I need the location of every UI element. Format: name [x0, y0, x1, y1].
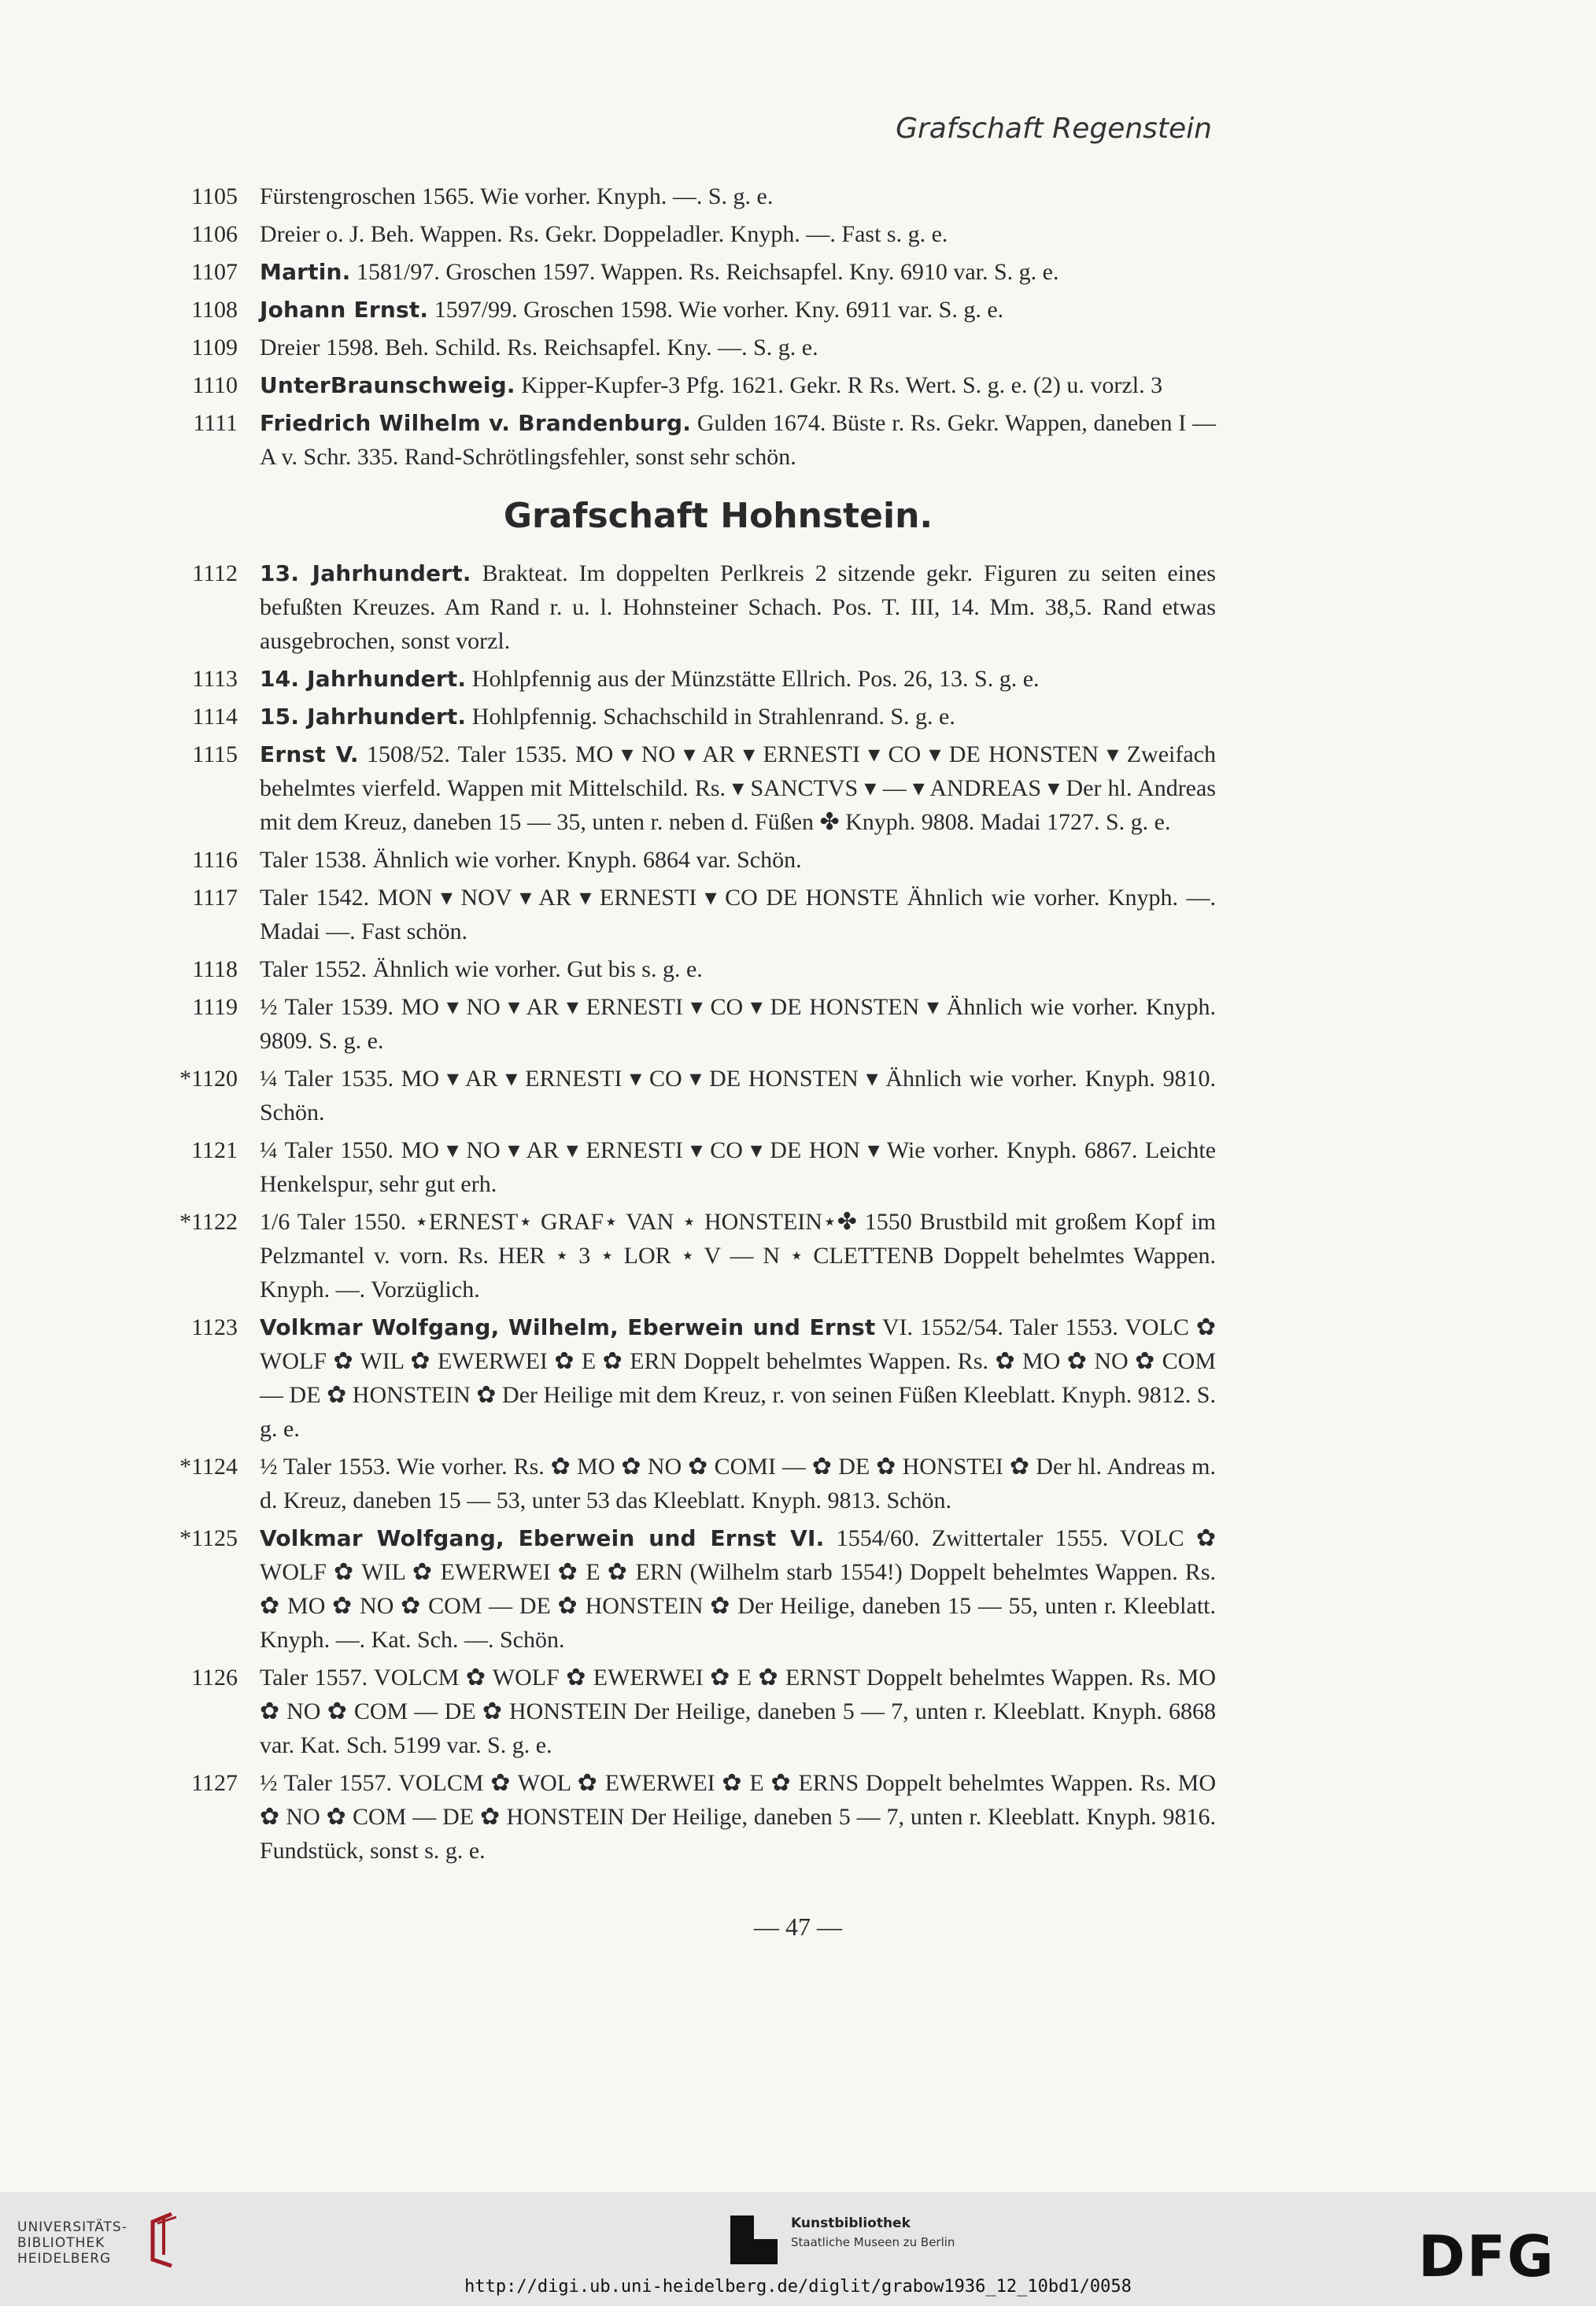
entry-text [260, 1521, 1216, 1657]
entry-description: 1508/52. Taler 1535. MO ▾ NO ▾ AR ▾ ERNESTI ▾ CO ▾ DE HONSTEN ▾ Zweifach behelmtes vierfeld. Wappen mit Mittelschild. Rs. ▾ SANCTVS ▾ — ▾ ANDREAS ▾ Der hl. Andreas mit dem Kreuz, daneben 15 — 35, unten r. neben d. Füßen ✤ Knyph. 9808. Madai 1727. S. g. e. [260, 741, 1216, 835]
entry-number: 1113 [192, 666, 238, 692]
entry-number: 1112 [192, 560, 238, 586]
entry-number: 1106 [191, 221, 238, 247]
entry-ruler-name: UnterBraunschweig. [260, 372, 515, 398]
entry-number: 1116 [192, 847, 238, 873]
section-title: Grafschaft Hohnstein. [503, 496, 933, 536]
entry-text [260, 1062, 1216, 1129]
entry-number: 1109 [191, 334, 238, 360]
entry-description: Taler 1552. Ähnlich wie vorher. Gut bis s. g. e. [260, 956, 703, 982]
entry-text [260, 881, 1216, 948]
catalog-entry [150, 1205, 1216, 1306]
dfg-logo: DFG [1418, 2223, 1556, 2289]
entry-ruler-name: Johann Ernst. [260, 297, 429, 323]
ub-heidelberg-label [17, 2219, 127, 2267]
catalog-entry [150, 1661, 1216, 1762]
entry-description: Brakteat. Im doppelten Perlkreis 2 sitzende gekr. Figuren zu seiten eines befußten Kreuzes. Am Rand r. u. l. Hohnsteiner Schach. Pos. T. III, 14. Mm. 38,5. Rand etwas ausgebrochen, sonst vorzl. [260, 560, 1216, 654]
catalog-entry [150, 737, 1216, 839]
catalog-entry [150, 1062, 1216, 1129]
entry-number: 1107 [191, 259, 238, 285]
ub-line: BIBLIOTHEK [17, 2235, 105, 2251]
catalog-entry [150, 255, 1216, 289]
entry-ruler-name: 13. Jahrhundert. [260, 560, 471, 586]
entry-description: ¼ Taler 1535. MO ▾ AR ▾ ERNESTI ▾ CO ▾ DE HONSTEN ▾ Ähnlich wie vorher. Knyph. 9810. Schön. [260, 1066, 1216, 1125]
entry-number: *1120 [179, 1066, 238, 1092]
entry-number: 1117 [192, 885, 238, 911]
entry-text [260, 368, 1216, 402]
ub-line: HEIDELBERG [17, 2251, 112, 2267]
entries-list [150, 179, 1216, 474]
catalog-entry [150, 293, 1216, 327]
catalog-entry [150, 217, 1216, 251]
entry-description: ½ Taler 1539. MO ▾ NO ▾ AR ▾ ERNESTI ▾ CO ▾ DE HONSTEN ▾ Ähnlich wie vorher. Knyph. 9809. S. g. e. [260, 994, 1216, 1054]
entry-text [260, 179, 1216, 213]
entry-number: 1119 [192, 994, 238, 1020]
entry-number: 1110 [192, 372, 238, 398]
entry-ruler-name: 14. Jahrhundert. [260, 666, 467, 692]
kunstbibliothek-logo-icon [730, 2215, 778, 2264]
catalog-entry [150, 1521, 1216, 1657]
entry-text [260, 843, 1216, 877]
entry-number: 1121 [191, 1137, 238, 1163]
entry-description: Gulden 1674. Büste r. Rs. Gekr. Wappen, daneben I — A v. Schr. 335. Rand-Schrötlingsfehler, sonst sehr schön. [260, 410, 1216, 470]
entry-number: 1127 [191, 1770, 238, 1796]
entry-text [260, 331, 1216, 364]
entry-number: *1124 [179, 1454, 238, 1480]
entry-text [260, 1133, 1216, 1201]
entry-text [260, 1205, 1216, 1306]
catalog-entry [150, 881, 1216, 948]
catalog-entry [150, 1133, 1216, 1201]
catalog-entry [150, 179, 1216, 213]
catalog-entry [150, 406, 1216, 474]
footer-bar [0, 2192, 1596, 2306]
catalog-entry [150, 1310, 1216, 1446]
entry-number: 1105 [191, 183, 238, 209]
entry-description: Hohlpfennig. Schachschild in Strahlenrand. S. g. e. [466, 704, 955, 730]
catalog-entry [150, 556, 1216, 658]
entry-description: Hohlpfennig aus der Münzstätte Ellrich. Pos. 26, 13. S. g. e. [466, 666, 1040, 692]
entry-number: 1118 [192, 956, 238, 982]
entry-text [260, 255, 1216, 289]
entry-description: VI. 1552/54. Taler 1553. VOLC ✿ WOLF ✿ WIL ✿ EWERWEI ✿ E ✿ ERN Doppelt behelmtes Wappen. Rs. ✿ MO ✿ NO ✿ COM — DE ✿ HONSTEIN ✿ Der Heilige mit dem Kreuz, r. von seinen Füßen Kleeblatt. Knyph. 9812. S. g. e. [260, 1314, 1216, 1442]
catalog-entry [150, 952, 1216, 986]
page-number: — 47 — [754, 1912, 842, 1941]
entry-description: 1581/97. Groschen 1597. Wappen. Rs. Reichsapfel. Kny. 6910 var. S. g. e. [350, 259, 1059, 285]
catalog-entry [150, 1450, 1216, 1517]
entry-number: 1115 [192, 741, 238, 767]
entry-text [260, 737, 1216, 839]
entry-ruler-name: Martin. [260, 259, 351, 285]
entry-description: Dreier 1598. Beh. Schild. Rs. Reichsapfel. Kny. —. S. g. e. [260, 334, 818, 360]
kunstbibliothek-title: Kunstbibliothek [791, 2215, 911, 2231]
kunstbibliothek-subtitle: Staatliche Museen zu Berlin [791, 2235, 955, 2249]
entry-description: 1554/60. Zwittertaler 1555. VOLC ✿ WOLF ✿ WIL ✿ EWERWEI ✿ E ✿ ERN (Wilhelm starb 1554!) Doppelt behelmtes Wappen. Rs. ✿ MO ✿ NO ✿ COM — DE ✿ HONSTEIN ✿ Der Heilige, daneben 15 — 55, unten r. Kleeblatt. Knyph. —. Kat. Sch. —. Schön. [260, 1525, 1217, 1653]
entry-text [260, 990, 1216, 1058]
entry-text [260, 662, 1216, 696]
entry-ruler-name: Ernst V. [260, 741, 359, 767]
catalog-entry [150, 331, 1216, 364]
entry-number: 1111 [193, 410, 238, 436]
entry-text [260, 556, 1216, 658]
entry-description: Kipper-Kupfer-3 Pfg. 1621. Gekr. R Rs. Wert. S. g. e. (2) u. vorzl. 3 [515, 372, 1163, 398]
entry-text [260, 952, 1216, 986]
entry-text [260, 1310, 1216, 1446]
catalog-body [150, 179, 1216, 1872]
catalog-entry [150, 990, 1216, 1058]
entry-text [260, 700, 1216, 734]
entry-description: Taler 1542. MON ▾ NOV ▾ AR ▾ ERNESTI ▾ CO DE HONSTE Ähnlich wie vorher. Knyph. —. Madai —. Fast schön. [260, 885, 1216, 944]
catalog-entry [150, 843, 1216, 877]
entry-description: ½ Taler 1553. Wie vorher. Rs. ✿ MO ✿ NO ✿ COMI — ✿ DE ✿ HONSTEI ✿ Der hl. Andreas m. d. Kreuz, daneben 15 — 53, unter 53 das Kleeblatt. Knyph. 9813. Schön. [260, 1454, 1216, 1513]
catalog-entry [150, 700, 1216, 734]
entry-description: 1/6 Taler 1550. ⋆ERNEST⋆ GRAF⋆ VAN ⋆ HONSTEIN⋆✤ 1550 Brustbild mit großem Kopf im Pelzmantel v. vorn. Rs. HER ⋆ 3 ⋆ LOR ⋆ V — N ⋆ CLETTENB Doppelt behelmtes Wappen. Knyph. —. Vorzüglich. [260, 1209, 1216, 1303]
entry-text [260, 1450, 1216, 1517]
entry-number: 1126 [191, 1665, 238, 1691]
entry-text [260, 406, 1216, 474]
entry-text [260, 217, 1216, 251]
entry-number: 1114 [192, 704, 238, 730]
entry-ruler-name: Volkmar Wolfgang, Wilhelm, Eberwein und Ernst [260, 1314, 876, 1340]
entry-description: 1597/99. Groschen 1598. Wie vorher. Kny. 6911 var. S. g. e. [428, 297, 1004, 323]
entry-description: Taler 1538. Ähnlich wie vorher. Knyph. 6864 var. Schön. [260, 847, 802, 873]
catalog-entry [150, 662, 1216, 696]
running-header: Grafschaft Regenstein [896, 113, 1212, 145]
entry-description: Taler 1557. VOLCM ✿ WOLF ✿ EWERWEI ✿ E ✿ ERNST Doppelt behelmtes Wappen. Rs. MO ✿ NO ✿ COM — DE ✿ HONSTEIN Der Heilige, daneben 5 — 7, unten r. Kleeblatt. Knyph. 6868 var. Kat. Sch. 5199 var. S. g. e. [260, 1665, 1216, 1758]
entry-ruler-name: Volkmar Wolfgang, Eberwein und Ernst VI. [260, 1525, 825, 1551]
entry-text [260, 1766, 1216, 1868]
entry-description: Fürstengroschen 1565. Wie vorher. Knyph. —. S. g. e. [260, 183, 774, 209]
entry-ruler-name: Friedrich Wilhelm v. Brandenburg. [260, 410, 692, 436]
entry-description: ½ Taler 1557. VOLCM ✿ WOL ✿ EWERWEI ✿ E ✿ ERNS Doppelt behelmtes Wappen. Rs. MO ✿ NO ✿ COM — DE ✿ HONSTEIN Der Heilige, daneben 5 — 7, unten r. Kleeblatt. Knyph. 9816. Fundstück, sonst s. g. e. [260, 1770, 1216, 1864]
entry-number: *1122 [179, 1209, 238, 1235]
entry-number: *1125 [179, 1525, 238, 1551]
entry-description: Dreier o. J. Beh. Wappen. Rs. Gekr. Doppeladler. Knyph. —. Fast s. g. e. [260, 221, 948, 247]
entry-number: 1108 [191, 297, 238, 323]
ub-heidelberg-logo-icon [140, 2208, 187, 2271]
ub-line: UNIVERSITÄTS- [17, 2219, 127, 2235]
page-url-link[interactable]: http://digi.ub.uni-heidelberg.de/diglit/grabow1936_12_10bd1/0058 [464, 2277, 1132, 2297]
entries-list [150, 556, 1216, 1868]
catalog-entry [150, 368, 1216, 402]
entry-ruler-name: 15. Jahrhundert. [260, 704, 467, 730]
entry-text [260, 293, 1216, 327]
entry-text [260, 1661, 1216, 1762]
entry-description: ¼ Taler 1550. MO ▾ NO ▾ AR ▾ ERNESTI ▾ CO ▾ DE HON ▾ Wie vorher. Knyph. 6867. Leichte Henkelspur, sehr gut erh. [260, 1137, 1216, 1197]
catalog-entry [150, 1766, 1216, 1868]
entry-number: 1123 [191, 1314, 238, 1340]
